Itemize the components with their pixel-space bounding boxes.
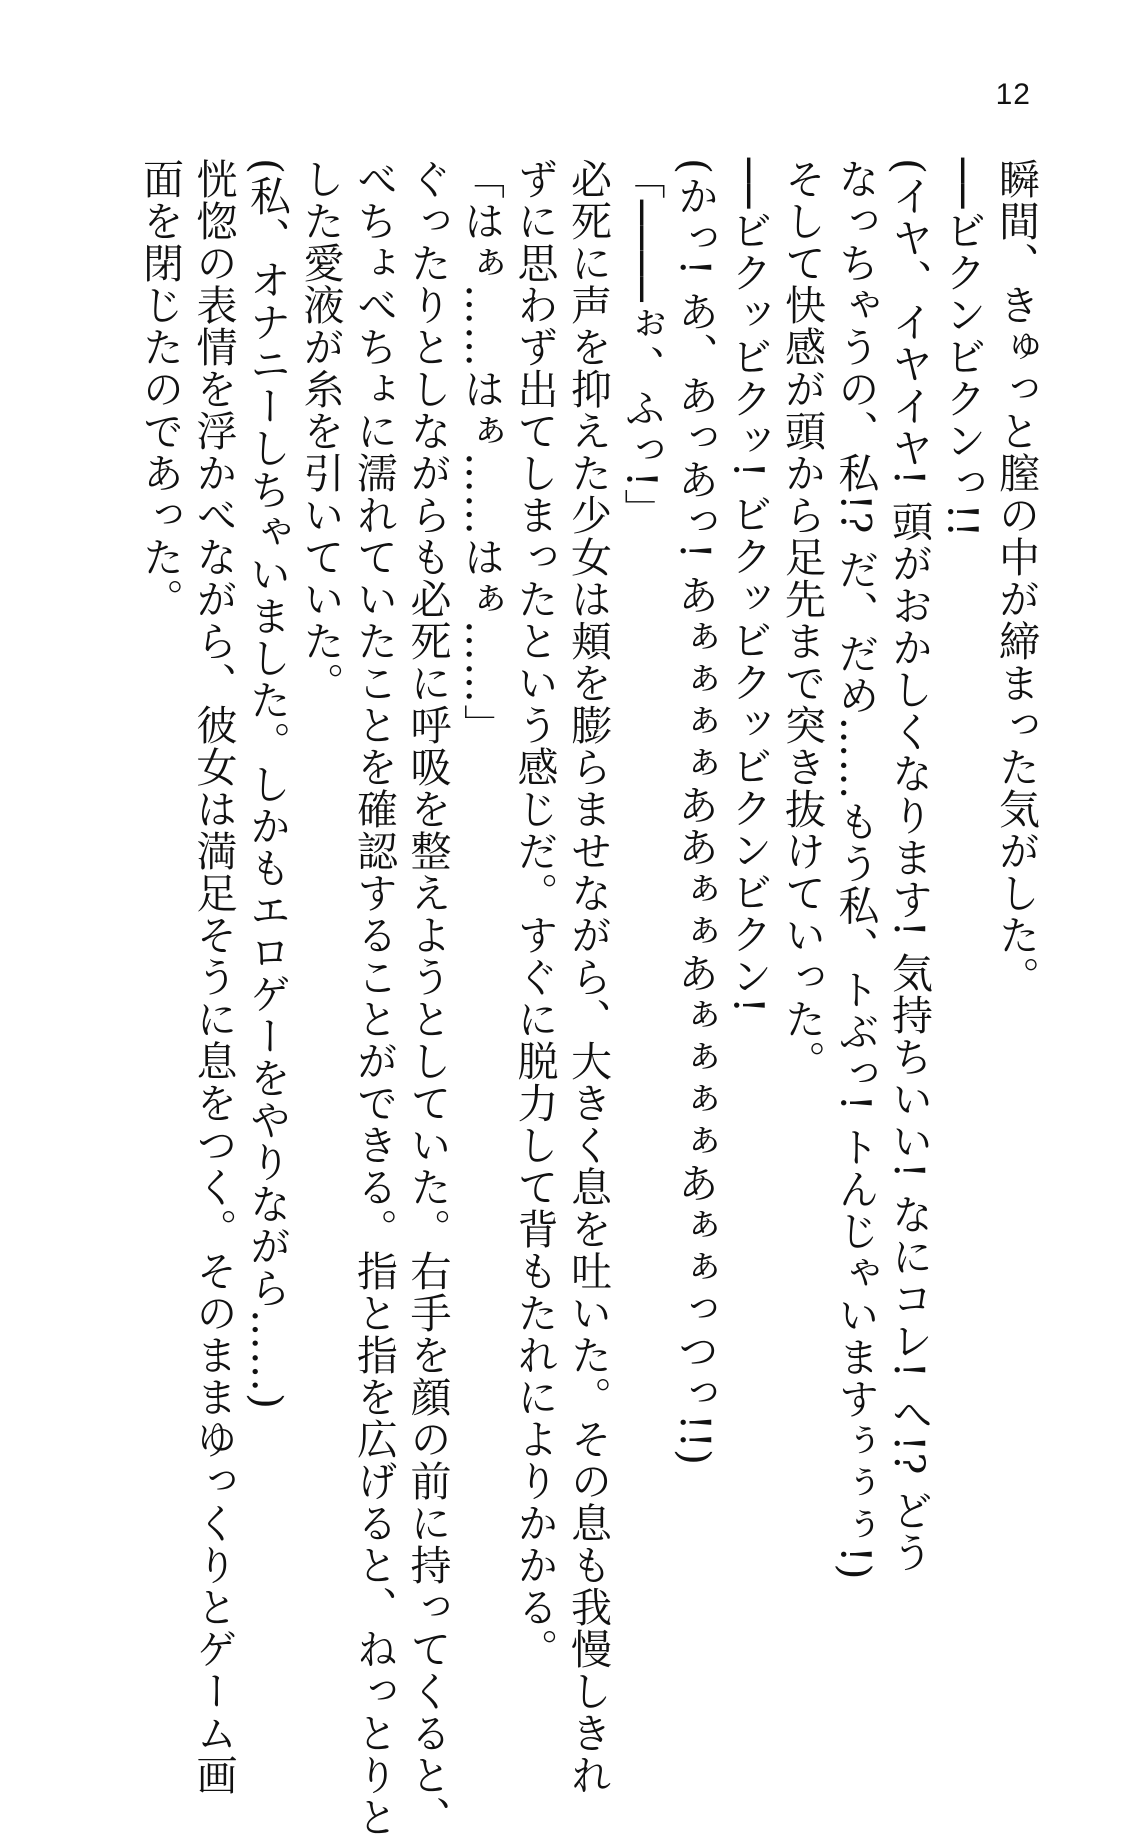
text-line: そして快感が頭から足先まで突き抜けていった。 bbox=[778, 158, 826, 1082]
text-line: 面を閉じたのであった。 bbox=[136, 158, 184, 620]
text-line: (かっ! あ、あっあっ! あぁぁぁぁああぁぁあぁぁぁぁあぁぁっつっ!!) bbox=[671, 158, 719, 1466]
text-line: した愛液が糸を引いていた。 bbox=[296, 158, 345, 704]
text-line: ずに思わず出てしまったという感じだ。すぐに脱力して背もたれによりかかる。 bbox=[510, 158, 559, 1670]
vertical-text-body bbox=[133, 158, 1043, 1838]
text-line: 「────ぉ、ふっ!」 bbox=[617, 158, 666, 531]
text-line: なっちゃうの、私!? だ、だめ……もう私、トぶっ! トんじゃいますぅぅぅ!) bbox=[831, 158, 880, 1581]
page-number: 12 bbox=[995, 78, 1031, 111]
text-line: 必死に声を抑えた少女は頬を膨らませながら、大きく息を吐いた。その息も我慢しきれ bbox=[564, 158, 612, 1796]
text-line: ──ビクッビクッ! ビクッビクッビクンビクン! bbox=[724, 158, 773, 1015]
text-line: 「はぁ……はぁ……はぁ……」 bbox=[457, 158, 505, 746]
text-line: べちょべちょに濡れていたことを確認することができる。指と指を広げると、ねっとりと bbox=[350, 158, 398, 1838]
text-line: 恍惚の表情を浮かべながら、彼女は満足そうに息をつく。そのままゆっくりとゲーム画 bbox=[189, 158, 238, 1796]
text-line: (私、オナニーしちゃいました。しかもエロゲーをやりながら……) bbox=[243, 158, 291, 1410]
text-line: ぐったりとしながらも必死に呼吸を整えようとしていた。右手を顔の前に持ってくると、 bbox=[403, 158, 452, 1838]
text-line: (イヤ、イヤイヤ! 頭がおかしくなります! 気持ちいい! なにコレ! へ!? どう bbox=[885, 158, 933, 1574]
text-line: 瞬間、きゅっと膣の中が締まった気がした。 bbox=[992, 158, 1040, 998]
text-line: ──ビクンビクンっ!! bbox=[938, 158, 987, 539]
